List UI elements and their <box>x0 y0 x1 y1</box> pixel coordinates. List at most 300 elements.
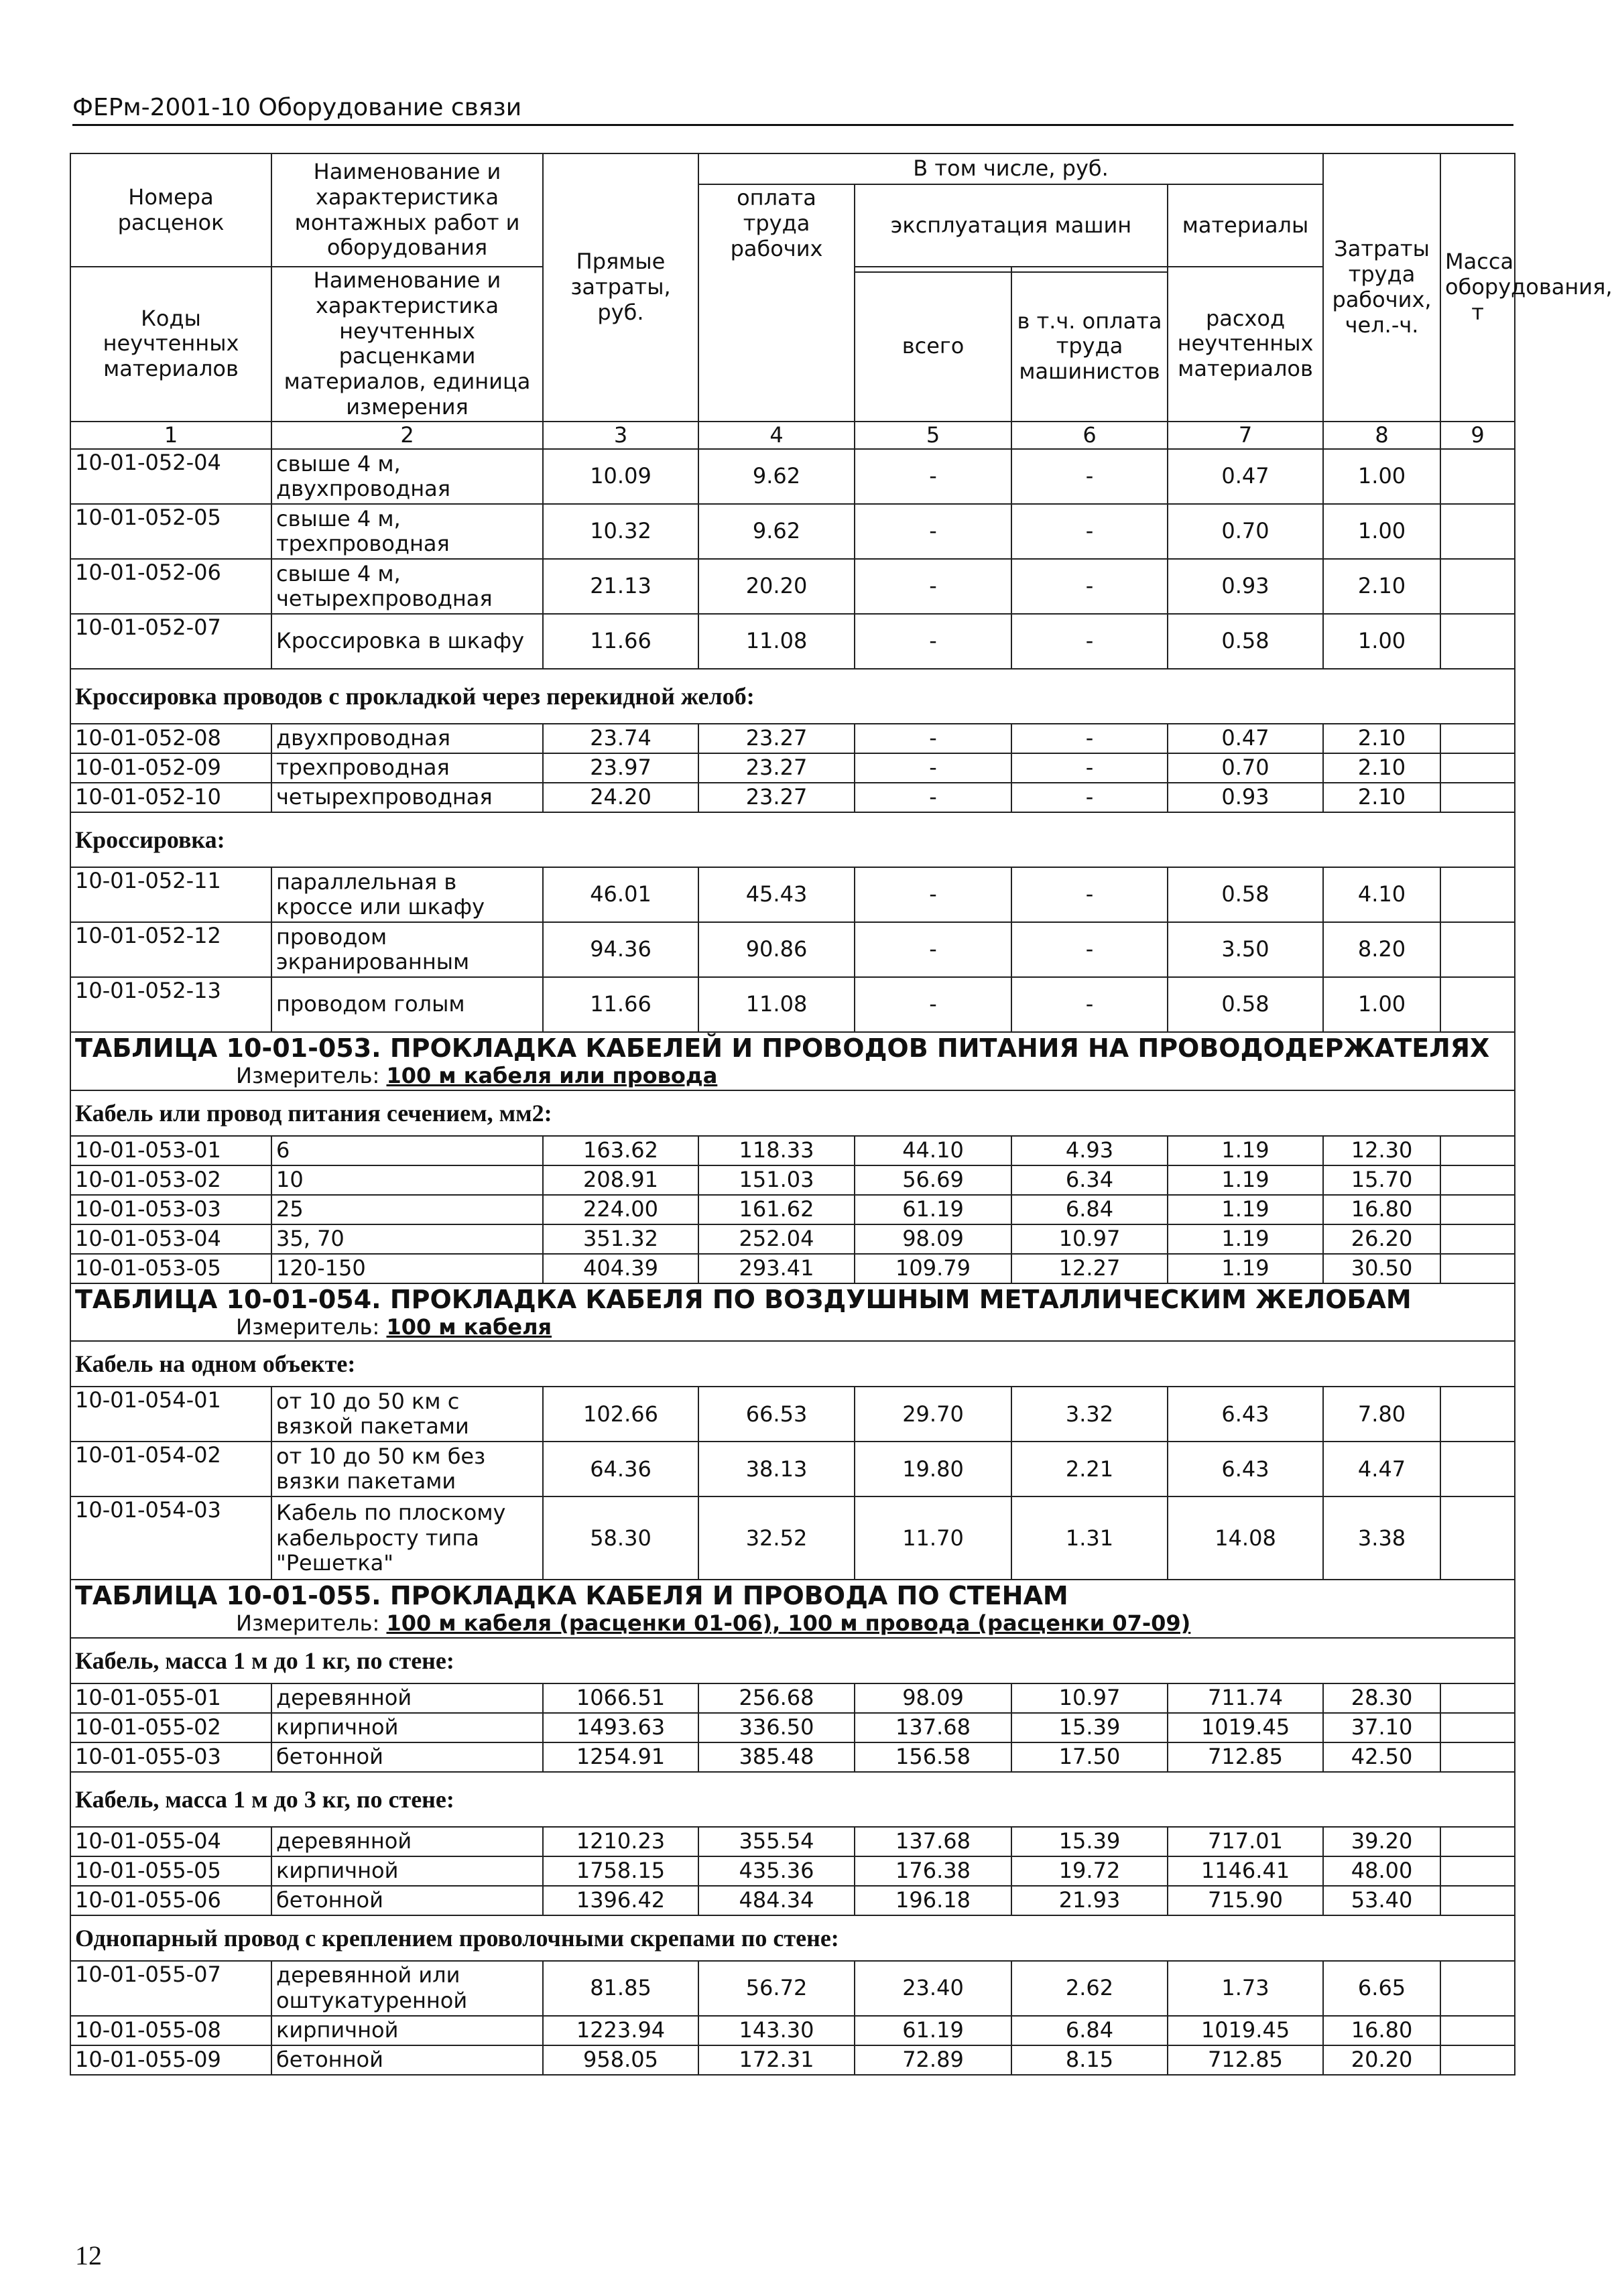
col-num: 8 <box>1323 422 1440 450</box>
value-cell: 15.39 <box>1011 1827 1168 1856</box>
value-cell: 11.66 <box>543 977 698 1032</box>
work-name: кирпичной <box>271 2016 543 2045</box>
value-cell: 6.65 <box>1323 1961 1440 2016</box>
value-cell: - <box>1011 724 1168 753</box>
measure-label: Измеритель: <box>236 1314 387 1340</box>
value-cell: 90.86 <box>698 922 855 977</box>
table-row <box>70 1856 1515 1886</box>
rate-code: 10-01-054-03 <box>70 1496 271 1580</box>
work-name: проводом голым <box>271 977 543 1032</box>
rate-code: 10-01-052-07 <box>70 614 271 669</box>
value-cell: 11.08 <box>698 977 855 1032</box>
measure-value: 100 м кабеля (расценки 01-06), 100 м провода (расценки 07-09) <box>386 1610 1191 1637</box>
value-cell: 1.00 <box>1323 614 1440 669</box>
col-materials-unacc-header: расход неучтенных материалов <box>1168 267 1323 422</box>
value-cell: 10.32 <box>543 504 698 559</box>
value-cell <box>1440 1713 1515 1742</box>
value-cell: 4.47 <box>1323 1442 1440 1496</box>
page-header: ФЕРм-2001-10 Оборудование связи <box>72 94 1513 126</box>
value-cell: 48.00 <box>1323 1856 1440 1886</box>
value-cell: 23.74 <box>543 724 698 753</box>
rate-code: 10-01-052-05 <box>70 504 271 559</box>
value-cell <box>1440 1496 1515 1580</box>
value-cell <box>1440 977 1515 1032</box>
rate-code: 10-01-055-05 <box>70 1856 271 1886</box>
table-row <box>70 1886 1515 1915</box>
value-cell <box>1440 2016 1515 2045</box>
value-cell: 46.01 <box>543 867 698 922</box>
value-cell: 7.80 <box>1323 1387 1440 1442</box>
value-cell: 1019.45 <box>1168 1713 1323 1742</box>
value-cell: - <box>1011 922 1168 977</box>
table-caption <box>70 1580 1515 1638</box>
col-num: 3 <box>543 422 698 450</box>
rate-code: 10-01-052-08 <box>70 724 271 753</box>
value-cell: 16.80 <box>1323 1195 1440 1224</box>
value-cell: - <box>1011 614 1168 669</box>
value-cell: 4.93 <box>1011 1136 1168 1165</box>
value-cell: 1396.42 <box>543 1886 698 1915</box>
col-direct-header: Прямые затраты, руб. <box>543 153 698 422</box>
value-cell: 23.40 <box>855 1961 1011 2016</box>
work-name: свыше 4 м, двухпроводная <box>271 449 543 504</box>
value-cell: 23.27 <box>698 753 855 783</box>
section-row <box>70 1772 1515 1827</box>
work-name: четырехпроводная <box>271 783 543 812</box>
value-cell: 1.00 <box>1323 504 1440 559</box>
value-cell: 176.38 <box>855 1856 1011 1886</box>
value-cell: 2.10 <box>1323 753 1440 783</box>
value-cell: 19.80 <box>855 1442 1011 1496</box>
rate-code: 10-01-053-02 <box>70 1165 271 1195</box>
table-row <box>70 922 1515 977</box>
value-cell <box>1440 753 1515 783</box>
table-row <box>70 1713 1515 1742</box>
col-num: 2 <box>271 422 543 450</box>
col-machines-header: эксплуатация машин <box>855 184 1168 267</box>
rate-code: 10-01-052-06 <box>70 559 271 614</box>
rate-code: 10-01-055-04 <box>70 1827 271 1856</box>
value-cell <box>1440 724 1515 753</box>
header-row-1 <box>70 153 1515 184</box>
value-cell: 72.89 <box>855 2045 1011 2075</box>
table-title: ТАБЛИЦА 10-01-055. ПРОКЛАДКА КАБЕЛЯ И ПРОВОДА ПО СТЕНАМ <box>75 1581 1068 1611</box>
section-row <box>70 1341 1515 1387</box>
section-row <box>70 812 1515 867</box>
value-cell: 1.73 <box>1168 1961 1323 2016</box>
value-cell: 37.10 <box>1323 1713 1440 1742</box>
value-cell: 137.68 <box>855 1827 1011 1856</box>
table-row <box>70 614 1515 669</box>
rate-code: 10-01-055-08 <box>70 2016 271 2045</box>
header-spacer <box>855 267 1011 272</box>
value-cell: 1223.94 <box>543 2016 698 2045</box>
value-cell: 2.62 <box>1011 1961 1168 2016</box>
rate-code: 10-01-055-02 <box>70 1713 271 1742</box>
rate-code: 10-01-055-01 <box>70 1683 271 1713</box>
value-cell: 23.27 <box>698 724 855 753</box>
value-cell <box>1440 449 1515 504</box>
col-materials-header: материалы <box>1168 184 1323 267</box>
work-name: кирпичной <box>271 1856 543 1886</box>
table-row <box>70 1742 1515 1772</box>
value-cell: 435.36 <box>698 1856 855 1886</box>
value-cell: 24.20 <box>543 783 698 812</box>
section-title: Однопарный провод с креплением проволочными скрепами по стене: <box>70 1915 1515 1961</box>
value-cell: 32.52 <box>698 1496 855 1580</box>
work-name: от 10 до 50 км с вязкой пакетами <box>271 1387 543 1442</box>
value-cell: 4.10 <box>1323 867 1440 922</box>
value-cell: 0.47 <box>1168 449 1323 504</box>
value-cell: - <box>1011 559 1168 614</box>
section-title: Кроссировка проводов с прокладкой через перекидной желоб: <box>70 669 1515 724</box>
rate-code: 10-01-052-09 <box>70 753 271 783</box>
value-cell: 196.18 <box>855 1886 1011 1915</box>
value-cell: 30.50 <box>1323 1254 1440 1283</box>
value-cell: 23.97 <box>543 753 698 783</box>
table-row <box>70 1254 1515 1283</box>
table-row <box>70 2016 1515 2045</box>
table-caption <box>70 1283 1515 1342</box>
value-cell: 1.19 <box>1168 1224 1323 1254</box>
work-name: деревянной или оштукатуренной <box>271 1961 543 2016</box>
col-wage-header: оплата труда рабочих <box>698 184 855 422</box>
rate-code: 10-01-053-03 <box>70 1195 271 1224</box>
value-cell <box>1440 1742 1515 1772</box>
value-cell: 711.74 <box>1168 1683 1323 1713</box>
value-cell <box>1440 1254 1515 1283</box>
table-row <box>70 2045 1515 2075</box>
value-cell: 26.20 <box>1323 1224 1440 1254</box>
value-cell <box>1440 1683 1515 1713</box>
value-cell: 6.43 <box>1168 1442 1323 1496</box>
work-name: бетонной <box>271 1742 543 1772</box>
value-cell: 355.54 <box>698 1827 855 1856</box>
value-cell: 0.70 <box>1168 504 1323 559</box>
work-name: 35, 70 <box>271 1224 543 1254</box>
value-cell: 118.33 <box>698 1136 855 1165</box>
table-row <box>70 977 1515 1032</box>
value-cell: 6.84 <box>1011 1195 1168 1224</box>
work-name: от 10 до 50 км без вязки пакетами <box>271 1442 543 1496</box>
value-cell: - <box>855 783 1011 812</box>
value-cell: 20.20 <box>698 559 855 614</box>
value-cell: 11.66 <box>543 614 698 669</box>
value-cell: - <box>1011 504 1168 559</box>
col-labor-header: Затраты труда рабочих, чел.-ч. <box>1323 153 1440 422</box>
table-row <box>70 1496 1515 1580</box>
section-row <box>70 1638 1515 1683</box>
value-cell: 16.80 <box>1323 2016 1440 2045</box>
section-row <box>70 1915 1515 1961</box>
work-name: 10 <box>271 1165 543 1195</box>
value-cell: - <box>855 753 1011 783</box>
measure-value: 100 м кабеля или провода <box>386 1063 718 1089</box>
work-name: бетонной <box>271 2045 543 2075</box>
value-cell <box>1440 1442 1515 1496</box>
table-row <box>70 1136 1515 1165</box>
value-cell: 156.58 <box>855 1742 1011 1772</box>
col-name-sub-header: Наименование и характеристика неучтенных расценками материалов, единица измерения <box>271 267 543 422</box>
value-cell: 404.39 <box>543 1254 698 1283</box>
value-cell: 1019.45 <box>1168 2016 1323 2045</box>
value-cell: 8.20 <box>1323 922 1440 977</box>
value-cell: - <box>1011 783 1168 812</box>
value-cell: 0.93 <box>1168 783 1323 812</box>
rate-code: 10-01-055-06 <box>70 1886 271 1915</box>
value-cell: 9.62 <box>698 449 855 504</box>
measure-label: Измеритель: <box>236 1610 387 1637</box>
value-cell: 715.90 <box>1168 1886 1323 1915</box>
value-cell: 2.10 <box>1323 559 1440 614</box>
value-cell: 712.85 <box>1168 2045 1323 2075</box>
value-cell: - <box>855 724 1011 753</box>
col-mass-header: Масса оборудования, т <box>1440 153 1515 422</box>
rate-code: 10-01-054-02 <box>70 1442 271 1496</box>
table-caption <box>70 1032 1515 1090</box>
col-codes-header: Номера расценок <box>70 153 271 267</box>
table-row <box>70 1961 1515 2016</box>
value-cell <box>1440 783 1515 812</box>
value-cell <box>1440 1387 1515 1442</box>
value-cell: 56.72 <box>698 1961 855 2016</box>
rate-code: 10-01-052-13 <box>70 977 271 1032</box>
table-title: ТАБЛИЦА 10-01-053. ПРОКЛАДКА КАБЕЛЕЙ И ПРОВОДОВ ПИТАНИЯ НА ПРОВОДОДЕРЖАТЕЛЯХ <box>75 1033 1490 1064</box>
value-cell: 98.09 <box>855 1683 1011 1713</box>
rate-code: 10-01-052-10 <box>70 783 271 812</box>
value-cell: 98.09 <box>855 1224 1011 1254</box>
value-cell <box>1440 1856 1515 1886</box>
value-cell: 10.97 <box>1011 1683 1168 1713</box>
value-cell: 0.58 <box>1168 867 1323 922</box>
value-cell <box>1440 1195 1515 1224</box>
table-caption-row <box>70 1580 1515 1638</box>
col-num: 9 <box>1440 422 1515 450</box>
work-name: 120-150 <box>271 1254 543 1283</box>
value-cell: 15.39 <box>1011 1713 1168 1742</box>
work-name: 25 <box>271 1195 543 1224</box>
work-name: деревянной <box>271 1827 543 1856</box>
value-cell: 1.19 <box>1168 1195 1323 1224</box>
value-cell: 64.36 <box>543 1442 698 1496</box>
value-cell: 53.40 <box>1323 1886 1440 1915</box>
value-cell: 61.19 <box>855 1195 1011 1224</box>
work-name: бетонной <box>271 1886 543 1915</box>
value-cell <box>1440 1224 1515 1254</box>
rates-table-body <box>70 153 1612 2075</box>
value-cell <box>1440 1136 1515 1165</box>
value-cell: 1.19 <box>1168 1165 1323 1195</box>
value-cell: 143.30 <box>698 2016 855 2045</box>
work-name: Кабель по плоскому кабельросту типа "Решетка" <box>271 1496 543 1580</box>
value-cell: 9.62 <box>698 504 855 559</box>
value-cell: 2.10 <box>1323 724 1440 753</box>
table-row <box>70 1387 1515 1442</box>
rate-code: 10-01-054-01 <box>70 1387 271 1442</box>
value-cell: 11.70 <box>855 1496 1011 1580</box>
table-row <box>70 1224 1515 1254</box>
section-title: Кабель, масса 1 м до 1 кг, по стене: <box>70 1638 1515 1683</box>
value-cell: 208.91 <box>543 1165 698 1195</box>
value-cell: - <box>855 614 1011 669</box>
rate-code: 10-01-052-12 <box>70 922 271 977</box>
value-cell: 3.38 <box>1323 1496 1440 1580</box>
table-row <box>70 1442 1515 1496</box>
value-cell: 2.21 <box>1011 1442 1168 1496</box>
table-row <box>70 1165 1515 1195</box>
value-cell: 0.93 <box>1168 559 1323 614</box>
table-row <box>70 1827 1515 1856</box>
value-cell: 56.69 <box>855 1165 1011 1195</box>
value-cell: 163.62 <box>543 1136 698 1165</box>
header-spacer <box>1011 267 1168 272</box>
rates-table <box>70 153 1612 2076</box>
value-cell: 94.36 <box>543 922 698 977</box>
value-cell: 66.53 <box>698 1387 855 1442</box>
rate-code: 10-01-053-04 <box>70 1224 271 1254</box>
table-row <box>70 753 1515 783</box>
value-cell: - <box>855 977 1011 1032</box>
table-row <box>70 504 1515 559</box>
value-cell: 1210.23 <box>543 1827 698 1856</box>
work-name: параллельная в кроссе или шкафу <box>271 867 543 922</box>
col-num: 7 <box>1168 422 1323 450</box>
value-cell: 14.08 <box>1168 1496 1323 1580</box>
value-cell: 19.72 <box>1011 1856 1168 1886</box>
value-cell: 20.20 <box>1323 2045 1440 2075</box>
value-cell: 45.43 <box>698 867 855 922</box>
value-cell <box>1440 614 1515 669</box>
value-cell: 38.13 <box>698 1442 855 1496</box>
value-cell <box>1440 1827 1515 1856</box>
work-name: трехпроводная <box>271 753 543 783</box>
value-cell: 29.70 <box>855 1387 1011 1442</box>
table-measure <box>75 1315 1510 1340</box>
value-cell: 21.13 <box>543 559 698 614</box>
value-cell: 3.50 <box>1168 922 1323 977</box>
value-cell: 12.30 <box>1323 1136 1440 1165</box>
value-cell: 385.48 <box>698 1742 855 1772</box>
value-cell: 137.68 <box>855 1713 1011 1742</box>
value-cell: 1.31 <box>1011 1496 1168 1580</box>
value-cell: 61.19 <box>855 2016 1011 2045</box>
value-cell: 102.66 <box>543 1387 698 1442</box>
value-cell: 81.85 <box>543 1961 698 2016</box>
measure-value: 100 м кабеля <box>386 1314 552 1340</box>
value-cell: 12.27 <box>1011 1254 1168 1283</box>
table-row <box>70 724 1515 753</box>
value-cell: 17.50 <box>1011 1742 1168 1772</box>
section-title: Кабель или провод питания сечением, мм2: <box>70 1090 1515 1136</box>
value-cell: - <box>855 867 1011 922</box>
value-cell: 2.10 <box>1323 783 1440 812</box>
value-cell <box>1440 867 1515 922</box>
section-title: Кроссировка: <box>70 812 1515 867</box>
value-cell: 336.50 <box>698 1713 855 1742</box>
value-cell: 1254.91 <box>543 1742 698 1772</box>
work-name: двухпроводная <box>271 724 543 753</box>
work-name: Кроссировка в шкафу <box>271 614 543 669</box>
col-machines-total-header: всего <box>855 272 1011 422</box>
value-cell: 1758.15 <box>543 1856 698 1886</box>
value-cell: 161.62 <box>698 1195 855 1224</box>
rate-code: 10-01-055-07 <box>70 1961 271 2016</box>
rate-code: 10-01-055-09 <box>70 2045 271 2075</box>
rate-code: 10-01-052-11 <box>70 867 271 922</box>
value-cell: 484.34 <box>698 1886 855 1915</box>
col-num: 5 <box>855 422 1011 450</box>
value-cell: - <box>855 922 1011 977</box>
value-cell: 8.15 <box>1011 2045 1168 2075</box>
value-cell: 0.47 <box>1168 724 1323 753</box>
value-cell: 58.30 <box>543 1496 698 1580</box>
value-cell: 11.08 <box>698 614 855 669</box>
value-cell <box>1440 1886 1515 1915</box>
value-cell: 6.43 <box>1168 1387 1323 1442</box>
value-cell: 23.27 <box>698 783 855 812</box>
value-cell: 224.00 <box>543 1195 698 1224</box>
table-row <box>70 1195 1515 1224</box>
table-title: ТАБЛИЦА 10-01-054. ПРОКЛАДКА КАБЕЛЯ ПО ВОЗДУШНЫМ МЕТАЛЛИЧЕСКИМ ЖЕЛОБАМ <box>75 1284 1412 1314</box>
col-incl-header: В том числе, руб. <box>698 153 1323 184</box>
value-cell <box>1440 1165 1515 1195</box>
table-row <box>70 449 1515 504</box>
work-name: деревянной <box>271 1683 543 1713</box>
section-row <box>70 1090 1515 1136</box>
value-cell: 1066.51 <box>543 1683 698 1713</box>
value-cell: - <box>1011 867 1168 922</box>
rate-code: 10-01-053-05 <box>70 1254 271 1283</box>
value-cell: 172.31 <box>698 2045 855 2075</box>
value-cell <box>1440 504 1515 559</box>
value-cell: 1.00 <box>1323 449 1440 504</box>
work-name: свыше 4 м, четырехпроводная <box>271 559 543 614</box>
measure-label: Измеритель: <box>236 1063 387 1089</box>
value-cell: 1493.63 <box>543 1713 698 1742</box>
value-cell: 1.19 <box>1168 1136 1323 1165</box>
value-cell: 109.79 <box>855 1254 1011 1283</box>
col-num: 6 <box>1011 422 1168 450</box>
rate-code: 10-01-052-04 <box>70 449 271 504</box>
value-cell <box>1440 922 1515 977</box>
section-row <box>70 669 1515 724</box>
value-cell <box>1440 1961 1515 2016</box>
table-row <box>70 559 1515 614</box>
table-caption-row <box>70 1283 1515 1342</box>
value-cell: 256.68 <box>698 1683 855 1713</box>
value-cell: 28.30 <box>1323 1683 1440 1713</box>
value-cell: 151.03 <box>698 1165 855 1195</box>
col-num: 1 <box>70 422 271 450</box>
table-row <box>70 1683 1515 1713</box>
page-number: 12 <box>75 2240 102 2271</box>
value-cell: 21.93 <box>1011 1886 1168 1915</box>
table-measure <box>75 1611 1510 1637</box>
table-measure <box>75 1064 1510 1089</box>
value-cell: 44.10 <box>855 1136 1011 1165</box>
value-cell: 351.32 <box>543 1224 698 1254</box>
value-cell: - <box>1011 753 1168 783</box>
value-cell: 1.00 <box>1323 977 1440 1032</box>
value-cell: 3.32 <box>1011 1387 1168 1442</box>
work-name: 6 <box>271 1136 543 1165</box>
section-title: Кабель на одном объекте: <box>70 1341 1515 1387</box>
value-cell: 6.34 <box>1011 1165 1168 1195</box>
value-cell: 252.04 <box>698 1224 855 1254</box>
value-cell: 717.01 <box>1168 1827 1323 1856</box>
work-name: свыше 4 м, трехпроводная <box>271 504 543 559</box>
work-name: кирпичной <box>271 1713 543 1742</box>
